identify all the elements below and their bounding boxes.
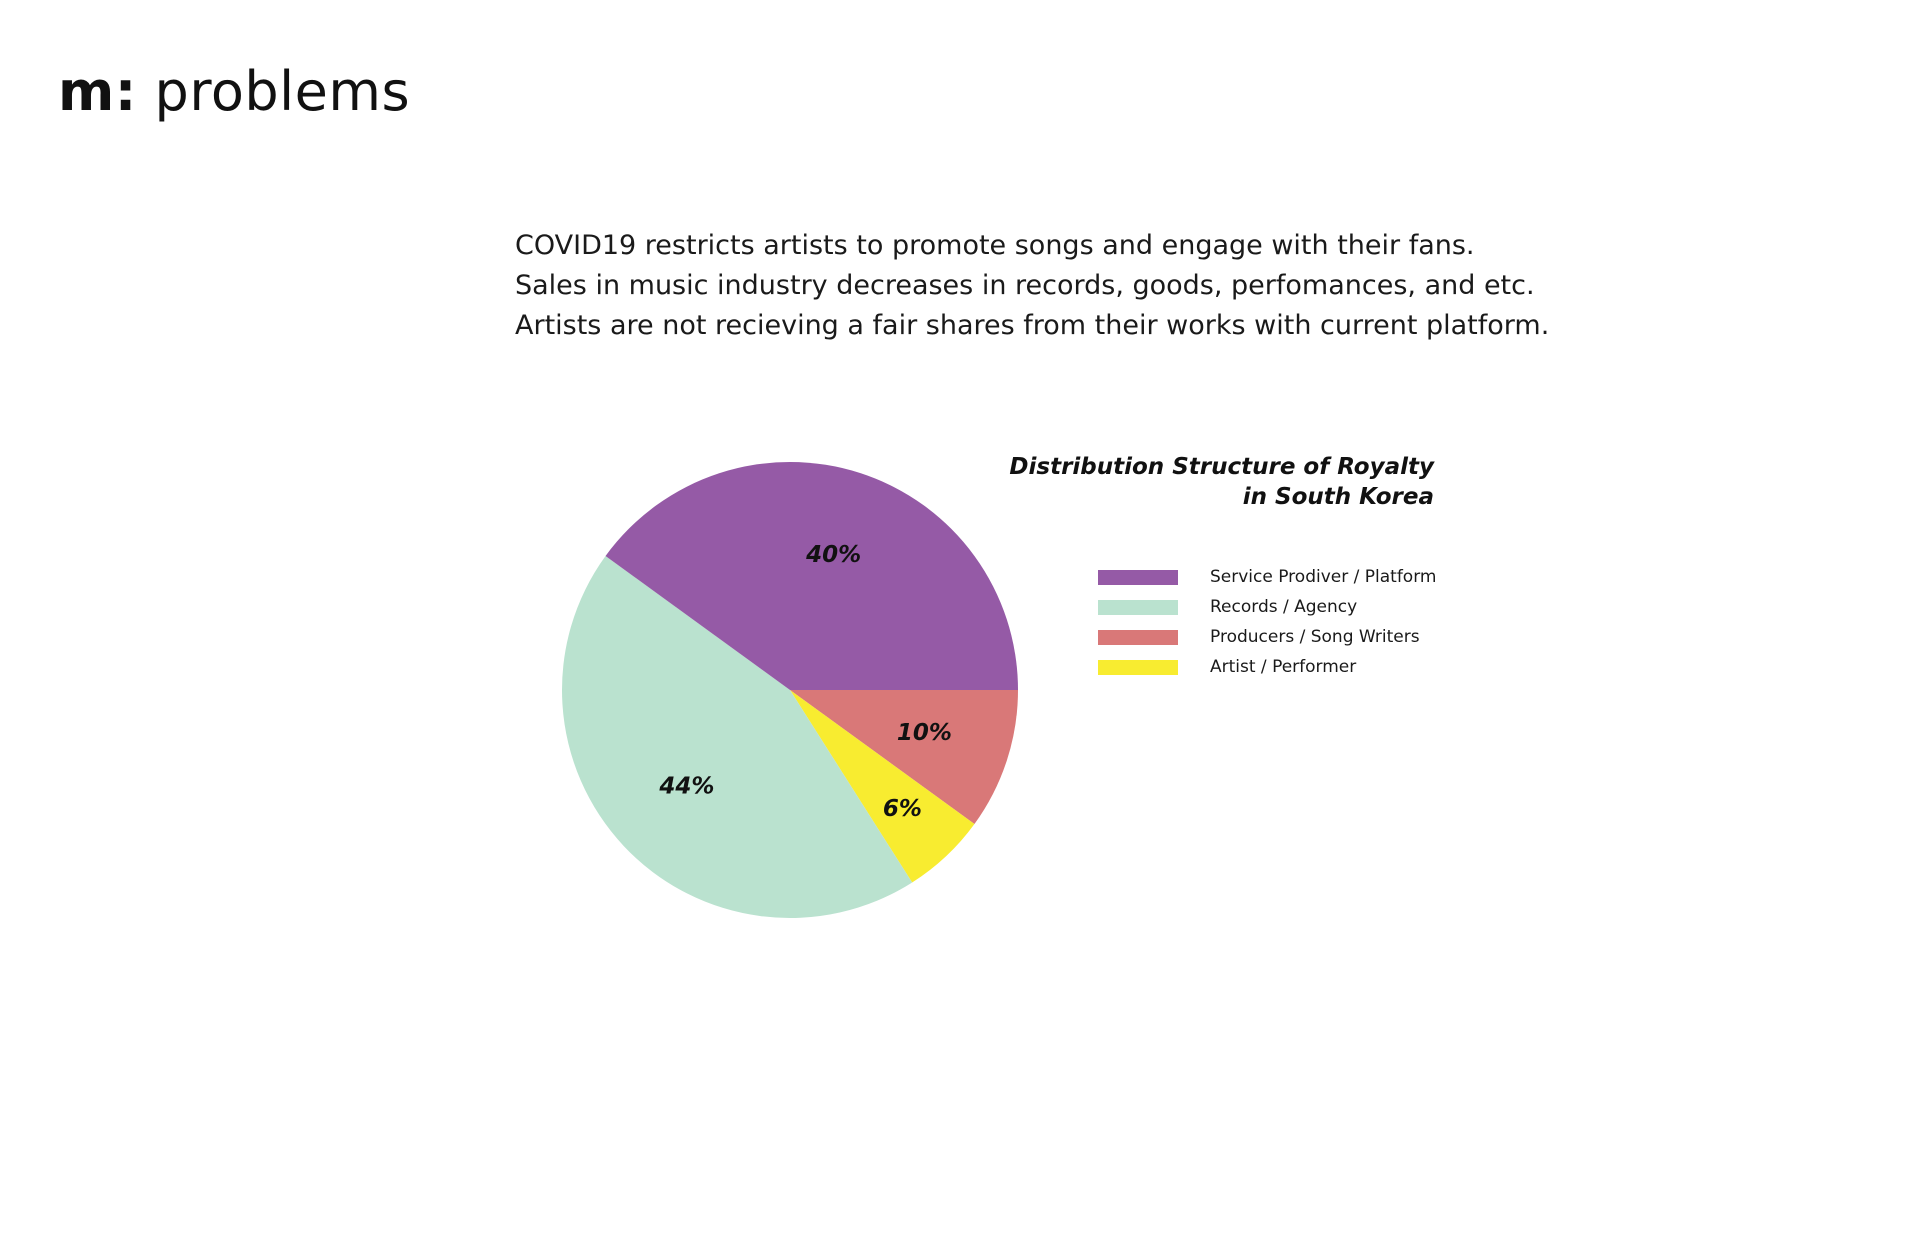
pie-slice-label: 40% — [806, 542, 862, 569]
page-title — [58, 60, 410, 124]
pie-slice-label: 10% — [896, 720, 952, 747]
legend-label: Service Prodiver / Platform — [1210, 567, 1437, 587]
chart-title-line: in South Korea — [1242, 484, 1434, 510]
legend-swatch — [1098, 570, 1178, 585]
legend-label: Producers / Song Writers — [1210, 627, 1420, 647]
pie-slice-label: 6% — [882, 796, 922, 823]
legend-item — [1098, 622, 1436, 652]
chart-title-line: Distribution Structure of Royalty — [1009, 454, 1434, 480]
chart-legend — [1098, 562, 1436, 682]
legend-label: Records / Agency — [1210, 597, 1358, 617]
legend-item — [1098, 562, 1436, 592]
intro-line: Artists are not recieving a fair shares from their works with current platform. — [515, 310, 1550, 341]
legend-swatch — [1098, 600, 1178, 615]
intro-line: Sales in music industry decreases in records, goods, perfomances, and etc. — [515, 270, 1535, 301]
intro-line: COVID19 restricts artists to promote songs and engage with their fans. — [515, 230, 1475, 261]
brand-mark: m: — [58, 60, 137, 123]
legend-swatch — [1098, 660, 1178, 675]
intro-text — [515, 226, 1615, 346]
legend-item — [1098, 652, 1436, 682]
pie-chart — [520, 420, 1060, 960]
pie-slices — [562, 462, 1018, 918]
chart-title — [1009, 452, 1434, 512]
legend-item — [1098, 592, 1436, 622]
legend-swatch — [1098, 630, 1178, 645]
legend-label: Artist / Performer — [1210, 657, 1357, 677]
page-title-text: problems — [136, 60, 411, 123]
pie-slice-label: 44% — [659, 773, 715, 800]
